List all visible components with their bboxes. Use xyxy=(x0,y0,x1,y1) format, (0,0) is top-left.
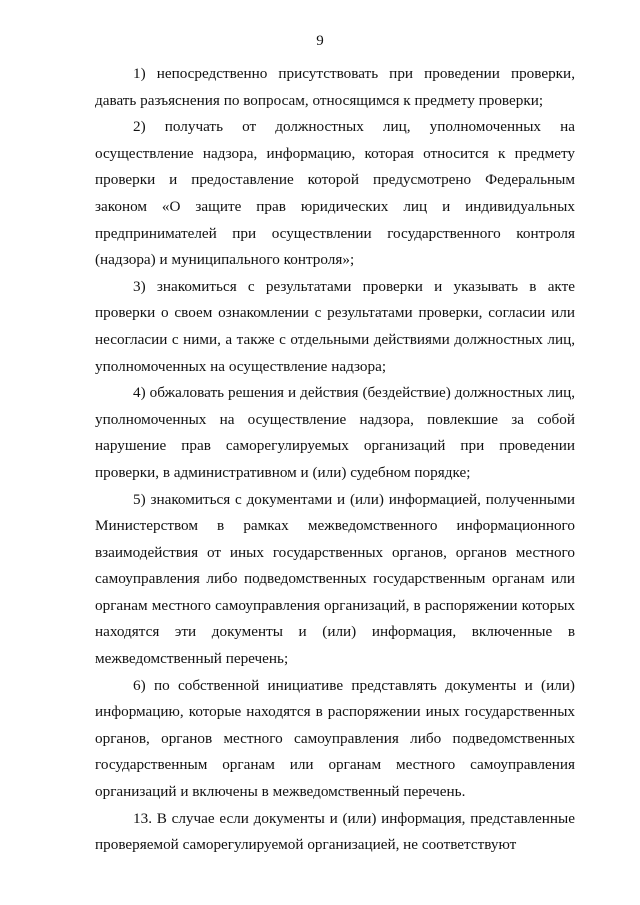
paragraph-right-3: 3) знакомиться с результатами проверки и указывать в акте проверки о своем ознакомлении с результатами проверки, согласии или несогласии с ними, а также с отдельными действиями должностных лиц, уполномоченных на осуществление надзора; xyxy=(95,277,575,375)
paragraph-right-4: 4) обжаловать решения и действия (бездействие) должностных лиц, уполномоченных на осуществление надзора, повлекшие за собой нарушение прав саморегулируемых организаций при проведении проверки, в административном и (или) судебном порядке; xyxy=(95,384,575,481)
document-body xyxy=(95,61,575,859)
paragraph-right-6: 6) по собственной инициативе представлять документы и (или) информацию, которые находятся в распоряжении иных государственных органов, органов местного самоуправления либо подведомственных государственным органам или органам местного самоуправления организаций и включены в межведомственный перечень. xyxy=(95,676,575,801)
paragraph-right-2: 2) получать от должностных лиц, уполномоченных на осуществление надзора, информацию, которая относится к предмету проверки и предоставление которой предусмотрено Федеральным законом «О защите прав юридических лиц и индивидуальных предпринимателей при осуществлении государственного контроля (надзора) и муниципального контроля»; xyxy=(95,118,575,269)
page-number: 9 xyxy=(316,33,324,49)
paragraph-right-5: 5) знакомиться с документами и (или) информацией, полученными Министерством в рамках межведомственного информационного взаимодействия от иных государственных органов, органов местного самоуправления либо подведомственных государственным органам или органам местного самоуправления организаций, в распоряжении которых находятся эти документы и (или) информация, включенные в межведомственный перечень; xyxy=(95,490,575,668)
paragraph-right-1: 1) непосредственно присутствовать при проведении проверки, давать разъяснения по вопросам, относящимся к предмету проверки; xyxy=(95,65,575,109)
paragraph-section-13: 13. В случае если документы и (или) информация, представленные проверяемой саморегулируемой организацией, не соответствуют xyxy=(95,809,575,854)
